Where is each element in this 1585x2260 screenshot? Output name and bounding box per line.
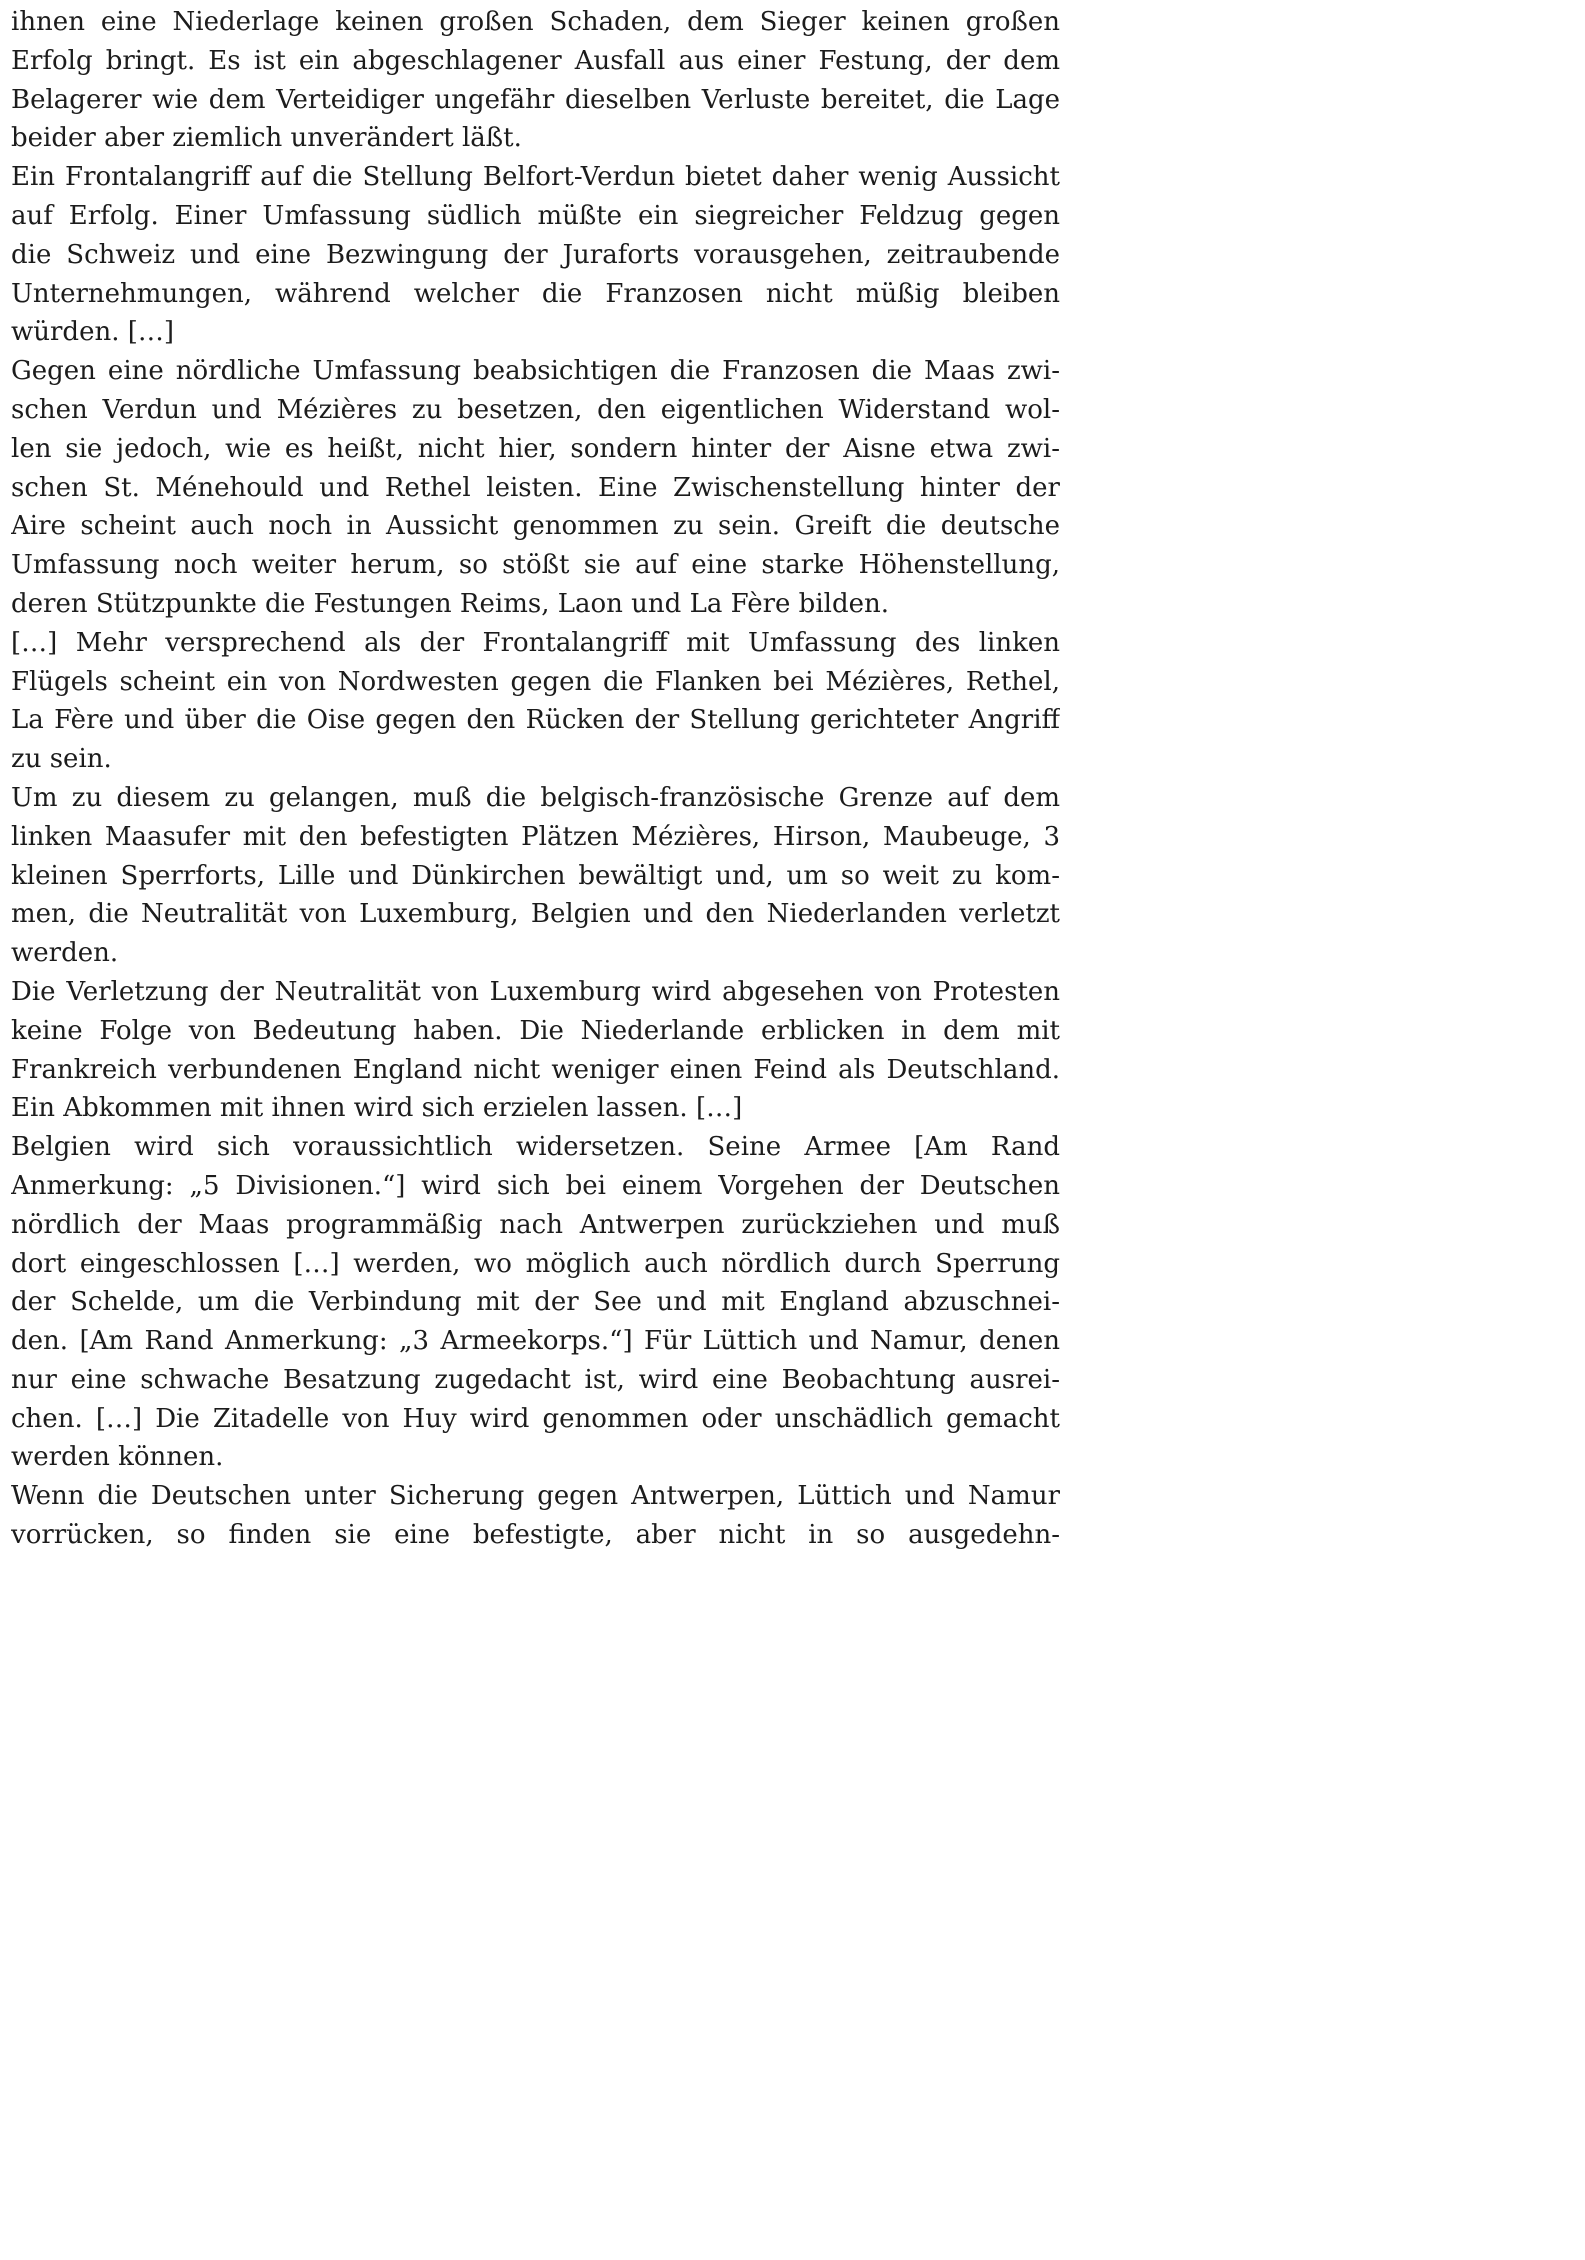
text-line: Wenn die Deutschen unter Sicherung gegen Antwerpen, Lüttich und Namur <box>11 1481 1060 1512</box>
text-line: die Schweiz und eine Bezwingung der Juraforts vorausgehen, zeitraubende <box>11 239 1060 270</box>
paragraph <box>11 624 1060 779</box>
text-line: beider aber ziemlich unverändert läßt. <box>11 123 522 154</box>
text-line: auf Erfolg. Einer Umfassung südlich müßte ein siegreicher Feldzug gegen <box>11 200 1060 231</box>
text-line: Flügels scheint ein von Nordwesten gegen die Flanken bei Mézières, Rethel, <box>11 666 1060 697</box>
document-page <box>11 3 1060 1555</box>
text-line: Um zu diesem zu gelangen, muß die belgisch-französische Grenze auf dem <box>11 782 1060 813</box>
paragraph <box>11 973 1060 1128</box>
text-line: kleinen Sperrforts, Lille und Dünkirchen bewältigt und, um so weit zu kom- <box>11 860 1060 891</box>
text-line: Anmerkung: „5 Divisionen.“] wird sich bei einem Vorgehen der Deutschen <box>11 1170 1060 1201</box>
text-line: Aire scheint auch noch in Aussicht genommen zu sein. Greift die deutsche <box>11 511 1060 542</box>
text-line: nur eine schwache Besatzung zugedacht ist, wird eine Beobachtung ausrei- <box>11 1364 1060 1395</box>
paragraph <box>11 779 1060 973</box>
text-line: Umfassung noch weiter herum, so stößt sie auf eine starke Höhenstellung, <box>11 550 1060 581</box>
text-line: keine Folge von Bedeutung haben. Die Niederlande erblicken in dem mit <box>11 1015 1060 1046</box>
paragraph <box>11 352 1060 624</box>
text-line: würden. […] <box>11 317 175 348</box>
text-line: deren Stützpunkte die Festungen Reims, Laon und La Fère bilden. <box>11 588 889 619</box>
text-line: nördlich der Maas programmäßig nach Antwerpen zurückziehen und muß <box>11 1209 1060 1240</box>
text-line: Die Verletzung der Neutralität von Luxemburg wird abgesehen von Protesten <box>11 976 1060 1007</box>
text-line: Gegen eine nördliche Umfassung beabsichtigen die Franzosen die Maas zwi- <box>11 356 1060 387</box>
text-line: Erfolg bringt. Es ist ein abgeschlagener Ausfall aus einer Festung, der dem <box>11 45 1060 76</box>
text-line: Belgien wird sich voraussichtlich widersetzen. Seine Armee [Am Rand <box>11 1132 1060 1163</box>
text-line: Frankreich verbundenen England nicht weniger einen Feind als Deutschland. <box>11 1054 1060 1085</box>
text-line: Ein Frontalangriff auf die Stellung Belfort-Verdun bietet daher wenig Aussicht <box>11 162 1060 193</box>
text-line: den. [Am Rand Anmerkung: „3 Armeekorps.“] Für Lüttich und Namur, denen <box>11 1326 1060 1357</box>
text-line: der Schelde, um die Verbindung mit der See und mit England abzuschnei- <box>11 1287 1060 1318</box>
text-line: werden. <box>11 938 119 969</box>
text-line: […] Mehr versprechend als der Frontalangriff mit Umfassung des linken <box>11 627 1060 658</box>
text-line: ihnen eine Niederlage keinen großen Schaden, dem Sieger keinen großen <box>11 7 1060 37</box>
text-line: zu sein. <box>11 744 112 775</box>
text-line: La Fère und über die Oise gegen den Rücken der Stellung gerichteter Angriff <box>11 705 1060 736</box>
paragraph <box>11 1477 1060 1555</box>
text-line: len sie jedoch, wie es heißt, nicht hier, sondern hinter der Aisne etwa zwi- <box>11 433 1060 464</box>
text-line: schen St. Ménehould und Rethel leisten. Eine Zwischenstellung hinter der <box>11 472 1060 503</box>
text-line: vorrücken, so finden sie eine befestigte, aber nicht in so ausgedehn- <box>11 1520 1060 1551</box>
text-line: Ein Abkommen mit ihnen wird sich erzielen lassen. […] <box>11 1093 743 1124</box>
text-line: men, die Neutralität von Luxemburg, Belgien und den Niederlanden verletzt <box>11 899 1060 930</box>
text-line: chen. […] Die Zitadelle von Huy wird genommen oder unschädlich gemacht <box>11 1403 1060 1434</box>
paragraph <box>11 158 1060 352</box>
text-line: schen Verdun und Mézières zu besetzen, den eigentlichen Widerstand wol- <box>11 394 1060 425</box>
text-line: Unternehmungen, während welcher die Franzosen nicht müßig bleiben <box>11 278 1060 309</box>
text-line: dort eingeschlossen […] werden, wo möglich auch nördlich durch Sperrung <box>11 1248 1060 1279</box>
paragraph <box>11 3 1060 158</box>
paragraph <box>11 1128 1060 1477</box>
text-line: Belagerer wie dem Verteidiger ungefähr dieselben Verluste bereitet, die Lage <box>11 84 1060 115</box>
text-line: werden können. <box>11 1442 224 1473</box>
text-line: linken Maasufer mit den befestigten Plätzen Mézières, Hirson, Maubeuge, 3 <box>11 821 1060 852</box>
